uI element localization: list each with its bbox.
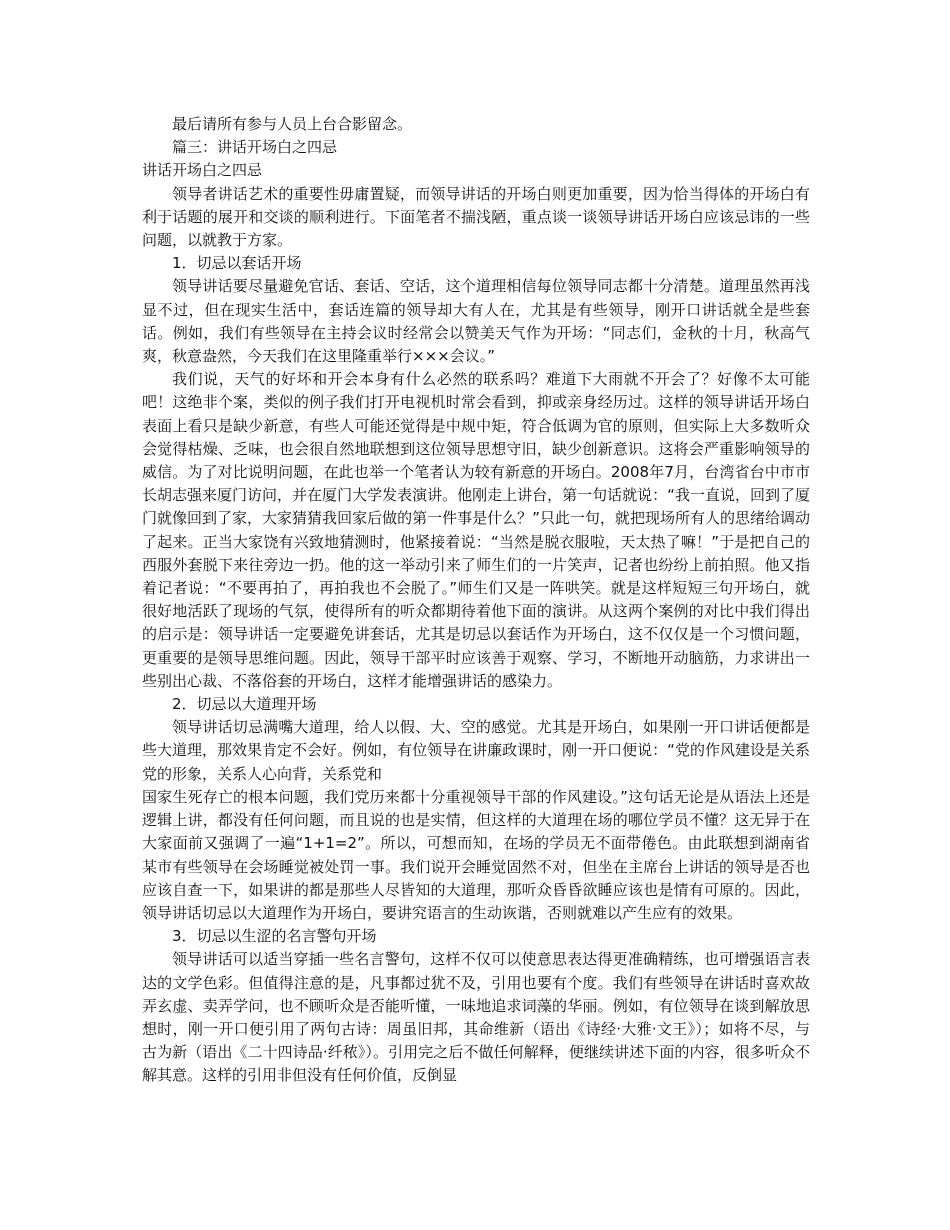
paragraph-3b: 国家生死存亡的根本问题，我们党历来都十分重视领导干部的作风建设。”这句话无论是从语法上还是逻辑上讲，都没有任何问题，而且说的也是实情，但这样的大道理在场的哪位学员不懂？这无异于在大家面前又强调了一遍“1+1=2”。所以，可想而知，在场的学员无不面带倦色。由此联想到湖南省某市有些领导在会场睡觉被处罚一事。我们说开会睡觉固然不对，但坐在主席台上讲话的领导是否也应该自查一下，如果讲的都是那些人尽皆知的大道理，那听众昏昏欲睡应该也是情有可原的。因此，领导讲话切忌以大道理作为开场白，要讲究语言的生动诙谐，否则就难以产生应有的效果。 [142, 787, 810, 922]
section-heading: 篇三：讲话开场白之四忌 [172, 138, 338, 157]
intro-paragraph: 领导者讲话艺术的重要性毋庸置疑，而领导讲话的开场白则更加重要，因为恰当得体的开场白有利于话题的展开和交谈的顺利进行。下面笔者不揣浅陋，重点谈一谈领导讲话开场白应该忌讳的一些问题，以就教于方家。 [142, 184, 810, 250]
paragraph-2: 我们说，天气的好坏和开会本身有什么必然的联系吗？难道下大雨就不开会了？好像不太可能吧！这绝非个案，类似的例子我们打开电视机时常会看到，抑或亲身经历过。这样的领导讲话开场白表面上看只是缺少新意，有些人可能还觉得是中规中矩，符合低调为官的原则，但实际上大多数听众会觉得枯燥、乏味，也会很自然地联想到这位领导思想守旧，缺少创新意识。这将会严重影响领导的威信。为了对比说明问题，在此也举一个笔者认为较有新意的开场白。2008年7月，台湾省台中市市长胡志强来厦门访问，并在厦门大学发表演讲。他刚走上讲台，第一句话就说：“我一直说，回到了厦门就像回到了家，大家猜猜我回家后做的第一件事是什么？”只此一句，就把现场所有人的思绪给调动了起来。正当大家饶有兴致地猜测时，他紧接着说：“当然是脱衣服啦，天太热了嘛！”于是把自己的西服外套脱下来往旁边一扔。他的这一举动引来了师生们的一片笑声，记者也纷纷上前拍照。他又指着记者说：“不要再拍了，再拍我也不会脱了。”师生们又是一阵哄笑。就是这样短短三句开场白，就很好地活跃了现场的气氛，使得所有的听众都期待着他下面的演讲。从这两个案例的对比中我们得出的启示是：领导讲话一定要避免讲套话，尤其是切忌以套话作为开场白，这不仅仅是一个习惯问题，更重要的是领导思维问题。因此，领导干部平时应该善于观察、学习，不断地开动脑筋，力求讲出一些别出心裁、不落俗套的开场白，这样才能增强讲话的感染力。 [142, 370, 810, 690]
subheading-1: 1．切忌以套话开场 [172, 254, 302, 273]
paragraph-3a: 领导讲话切忌满嘴大道理，给人以假、大、空的感觉。尤其是开场白，如果刚一开口讲话便都是些大道理，那效果肯定不会好。例如，有位领导在讲廉政课时，刚一开口便说：“党的作风建设是关系党的形象，关系人心向背，关系党和 [142, 718, 810, 783]
document-body [142, 113, 810, 1088]
paragraph-4: 领导讲话可以适当穿插一些名言警句，这样不仅可以使意思表达得更准确精练，也可增强语言表达的文学色彩。但值得注意的是，凡事都过犹不及，引用也要有个度。我们有些领导在讲话时喜欢故弄玄虚、卖弄学问，也不顾听众是否能听懂，一味地追求词藻的华丽。例如，有位领导在谈到解放思想时，刚一开口便引用了两句古诗：周虽旧邦，其命维新（语出《诗经·大雅·文王》）；如将不尽，与古为新（语出《二十四诗品·纤秾》）。引用完之后不做任何解释，便继续讲述下面的内容，很多听众不解其意。这样的引用非但没有任何价值，反倒显 [142, 950, 810, 1085]
article-title: 讲话开场白之四忌 [142, 161, 263, 180]
closing-line: 最后请所有参与人员上台合影留念。 [172, 115, 413, 133]
subheading-2: 2．切忌以大道理开场 [172, 695, 317, 714]
paragraph-1: 领导讲话要尽量避免官话、套话、空话，这个道理相信每位领导同志都十分清楚。道理虽然再浅显不过，但在现实生活中，套话连篇的领导却大有人在，尤其是有些领导，刚开口讲话就全是些套话。例如，我们有些领导在主持会议时经常会以赞美天气作为开场：“同志们，金秋的十月，秋高气爽，秋意盎然，今天我们在这里隆重举行×××会议。” [142, 277, 810, 366]
subheading-3: 3．切忌以生涩的名言警句开场 [172, 927, 377, 946]
